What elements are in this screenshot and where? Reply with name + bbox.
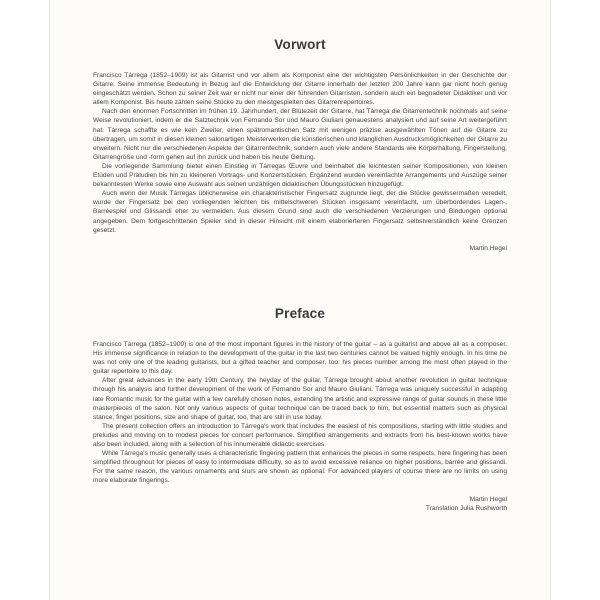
preface-signature-lines: [426, 495, 507, 513]
preface-title: Preface: [274, 306, 326, 321]
preface-paragraph-1: Francisco Tárrega (1852–1909) is one of the most important figures in the history of the guitar – as a guitarist and above all as a composer. His immense significance in relation to the development of the guitar in the last two centuries cannot be valued highly enough. In his time he was not only one of the leading guitarists, but a gifted teacher and composer, too: his pieces number among the most often played in the guitar repertoire to this day.: [93, 341, 507, 376]
preface-signature-block: [93, 495, 507, 515]
vorwort-title: Vorwort: [274, 37, 326, 52]
vorwort-paragraph-2: Nach den enormen Fortschritten im frühen 19. Jahrhundert, der Blütezeit der Gitarre, hat Tárrega die Gitarrentechnik nochmals auf seine Weise revolutioniert, indem er die Satztechnik von Fernando Sor und Mauro Giuliani genauestens analysiert und auf seine Art weitergeführt hat. Tárrega schaffte es wie kein Zweiter, einen spätromantischen Satz mit wenigen präzise ausgewählten Tönen auf die Gitarre zu übertragen, um somit in diesen kleinen salonartigen Meisterwerken die künstlerischen und klanglichen Ausdrucksmöglichkeiten der Gitarre zu erweitern. Nicht nur die verschiedenen Aspekte der Gitarrentechnik, sondern auch viele andere Standards wie Körperhaltung, Fingerstellung, Gitarrengröße und -form gehen auf ihn zurück und haben bis heute Geltung.: [93, 108, 507, 161]
vorwort-section: [93, 37, 507, 253]
vorwort-paragraph-1: Francisco Tárrega (1852–1909) ist als Gitarrist und vor allem als Komponist eine der wichtigsten Persönlichkeiten in der Geschichte der Gitarre. Seine immense Bedeutung in Bezug auf die Entwicklung der Gitarre innerhalb der letzten 200 Jahre kann gar nicht hoch genug eingeschätzt werden. Schon zu seiner Zeit war er nicht nur einer der führenden Gitarristen, sondern auch ein begnadeter Didaktiker und vor allem Komponist. Bis heute zählen seine Stücke zu den meistgespielten des Gitarrenrepertoires.: [93, 72, 507, 107]
preface-paragraph-3: The present collection offers an introduction to Tárrega's work that includes the easiest of his compositions, starting with little studies and preludes and moving on to modest pieces for concert performance. Simplified arrangements and extracts from his best-known works have also been included, along with a selection of his innumerable didactic exercises.: [93, 422, 507, 449]
vorwort-paragraph-4: Auch wenn der Musik Tárregas üblicherweise ein charakteristischer Fingersatz zugrunde liegt, der die Stücke gewissermaßen veredelt, wurde der Fingersatz bei den vorliegenden leichten bis mittelschweren Stücken insgesamt vereinfacht, um überbordendes Lagen-, Barréespiel und Glissandi eher zu vermeiden. Aus diesem Grund sind auch die verschiedenen Verzierungen und Bindungen optional angegeben. Dem fortgeschrittenen Spieler sind in dieser Hinsicht mit einem elaborierteren Fingersatz selbstverständlich keine Grenzen gesetzt.: [93, 190, 507, 234]
preface-paragraph-4: While Tárrega's music generally uses a characteristic fingering pattern that enhances the pieces in some respects, here fingering has been simplified throughout for pieces of easy to intermediate difficulty, so as to avoid excessive reliance on higher positions, barrée and glissandi. For the same reason, the various ornaments and slurs are shown as optional. For advanced players of course there are no limits on using more elaborate fingerings.: [93, 450, 507, 485]
vorwort-signature: Martin Hegel: [469, 244, 507, 252]
preface-translation-credit: Translation Julia Rushworth: [425, 504, 507, 512]
vorwort-paragraph-3: Die vorliegende Sammlung bietet einen Einstieg in Tárregas Œuvre und beinhaltet die leichtesten seiner Kompositionen, von kleinen Etüden und Präludien bis hin zu kleineren Vortrags- und Konzertstücken. Ergänzend wurden vereinfachte Arrangements und Auszüge seiner bekanntesten Werke sowie eine Auswahl aus seinen unzähligen didaktischen Übungsstücken hinzugefügt.: [93, 162, 507, 189]
preface-paragraph-2: After great advances in the early 19th Century, the heyday of the guitar, Tárrega brought about another revolution in guitar technique through his analysis and further development of the work of Fernando Sor and Mauro Giuliani. Tárrega was uniquely successful in adapting late Romantic music for the guitar with a few carefully chosen notes, extending the artistic and expressive range of guitar sounds in these little masterpieces of the salon. Not only various aspects of guitar technique can be traced back to him, but essential matters such as physical stance, finger positions, size and shape of guitar, too, that are still in use today.: [93, 377, 507, 421]
preface-section: [93, 306, 507, 515]
preface-signature: Martin Hegel: [469, 495, 507, 503]
